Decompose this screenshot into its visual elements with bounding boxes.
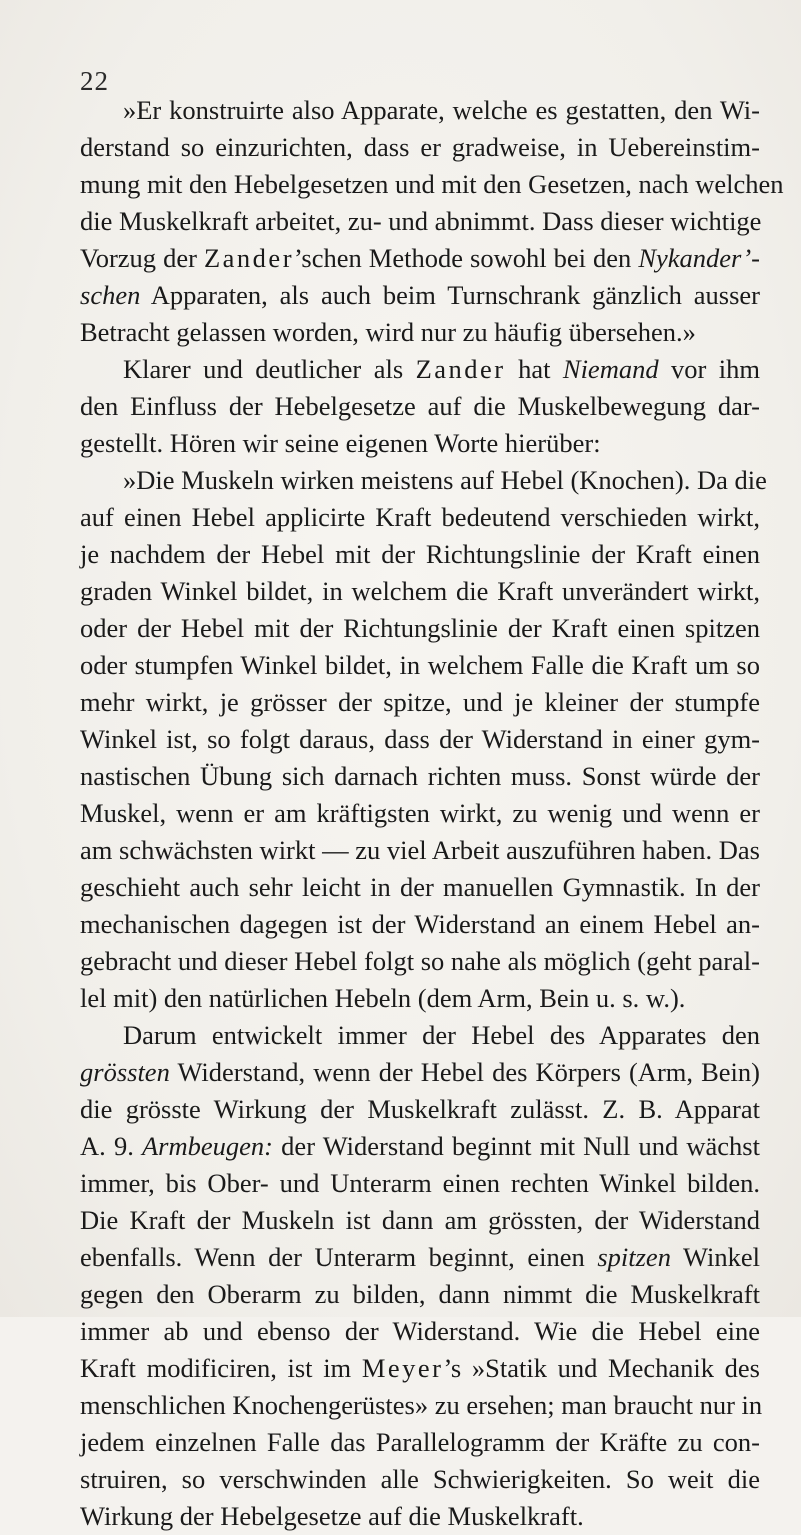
text-segment: die grösste Wirkung der Muskelkraft zulässt. Z. B. Apparat <box>80 1094 760 1124</box>
text-line <box>80 610 760 647</box>
text-segment: am schwächsten wirkt — zu viel Arbeit auszuführen haben. Das <box>80 835 760 865</box>
text-line <box>80 1128 760 1165</box>
text-segment: geschieht auch sehr leicht in der manuellen Gymnastik. In der <box>80 872 760 902</box>
text-segment: Apparaten, als auch beim Turnschrank gänzlich ausser <box>140 280 760 310</box>
text-line <box>80 906 760 943</box>
text-segment: jedem einzelnen Falle das Parallelogramm der Kräfte zu con- <box>80 1427 760 1457</box>
text-segment: die Muskelkraft arbeitet, zu- und abnimmt. Dass dieser wichtige <box>80 206 762 236</box>
text-segment: Winkel ist, so folgt daraus, dass der Widerstand in einer gym- <box>80 724 760 754</box>
text-line <box>80 1165 760 1202</box>
text-segment: den Einfluss der Hebelgesetze auf die Muskelbewegung dar- <box>80 391 760 421</box>
text-line <box>80 1239 760 1276</box>
text-segment: gebracht und dieser Hebel folgt so nahe als möglich (geht paral- <box>80 946 760 976</box>
text-segment: Winkel <box>670 1242 760 1272</box>
text-line <box>80 1461 760 1498</box>
text-line <box>80 240 760 277</box>
text-segment: immer ab und ebenso der Widerstand. Wie die Hebel eine <box>80 1316 760 1346</box>
text-segment: ebenfalls. Wenn der Unterarm beginnt, einen <box>80 1242 598 1272</box>
text-segment: oder der Hebel mit der Richtungslinie der Kraft einen spitzen <box>80 613 760 643</box>
text-line <box>80 647 760 684</box>
text-line <box>80 166 784 203</box>
text-line <box>80 314 760 351</box>
text-line <box>80 1276 760 1313</box>
text-segment: Kraft modificiren, ist im <box>80 1353 362 1383</box>
spaced-name: Zander <box>203 243 295 273</box>
text-line <box>80 758 760 795</box>
text-segment: hat <box>505 354 563 384</box>
text-segment: gegen den Oberarm zu bilden, dann nimmt die Muskelkraft <box>80 1279 760 1309</box>
italic-text: schen <box>80 280 141 310</box>
text-segment: derstand so einzurichten, dass er gradweise, in Uebereinstim- <box>80 132 760 162</box>
text-segment: immer, bis Ober- und Unterarm einen rechten Winkel bilden. <box>80 1168 760 1198</box>
text-line <box>80 277 760 314</box>
spaced-name: Zander <box>415 354 506 384</box>
italic-text: spitzen <box>597 1242 671 1272</box>
text-segment: graden Winkel bildet, in welchem die Kraft unverändert wirkt, <box>80 576 760 606</box>
text-segment: lel mit) den natürlichen Hebeln (dem Arm, Bein u. s. w.). <box>80 983 686 1013</box>
text-line <box>80 536 760 573</box>
text-segment: »Er konstruirte also Apparate, welche es gestatten, den Wi- <box>123 95 760 125</box>
text-segment: mechanischen dagegen ist der Widerstand an einem Hebel an- <box>80 909 760 939</box>
text-line <box>80 1091 760 1128</box>
text-segment: nastischen Übung sich darnach richten muss. Sonst würde der <box>80 761 760 791</box>
text-line <box>80 351 760 388</box>
text-segment: auf einen Hebel applicirte Kraft bedeutend verschieden wirkt, <box>80 502 760 532</box>
spaced-name: Meyer <box>361 1353 444 1383</box>
text-line <box>80 980 760 1017</box>
text-line <box>80 1054 760 1091</box>
text-segment: ’s »Statik und Mechanik des <box>443 1353 760 1383</box>
text-line <box>80 684 760 721</box>
text-line <box>80 92 760 129</box>
text-line <box>80 129 760 166</box>
text-segment: Widerstand, wenn der Hebel des Körpers (Arm, Bein) <box>169 1057 760 1087</box>
text-line <box>80 1350 760 1387</box>
text-line <box>80 1424 760 1461</box>
body-text <box>80 92 784 1535</box>
text-line <box>80 462 767 499</box>
text-segment: Wirkung der Hebelgesetze auf die Muskelkraft. <box>80 1501 584 1531</box>
text-line <box>80 425 760 462</box>
text-line <box>80 573 760 610</box>
text-segment: oder stumpfen Winkel bildet, in welchem Falle die Kraft um so <box>80 650 760 680</box>
text-line <box>80 1498 760 1535</box>
text-line <box>80 499 760 536</box>
text-segment: struiren, so verschwinden alle Schwierigkeiten. So weit die <box>80 1464 760 1494</box>
italic-text: Armbeugen: <box>142 1131 273 1161</box>
text-segment: der Widerstand beginnt mit Null und wächst <box>273 1131 760 1161</box>
text-segment: vor ihm <box>658 354 761 384</box>
text-line <box>80 1387 763 1424</box>
text-line <box>80 943 760 980</box>
text-segment: Klarer und deutlicher als <box>123 354 416 384</box>
text-line <box>80 721 760 758</box>
text-segment: gestellt. Hören wir seine eigenen Worte hierüber: <box>80 428 601 458</box>
text-segment: Darum entwickelt immer der Hebel des Apparates den <box>123 1020 760 1050</box>
italic-text: Niemand <box>562 354 659 384</box>
page-number: 22 <box>80 66 109 96</box>
text-segment: Muskel, wenn er am kräftigsten wirkt, zu wenig und wenn er <box>80 798 760 828</box>
text-segment: je nachdem der Hebel mit der Richtungslinie der Kraft einen <box>80 539 760 569</box>
text-line <box>80 795 760 832</box>
text-segment: Betracht gelassen worden, wird nur zu häufig übersehen.» <box>80 317 696 347</box>
text-segment: Die Kraft der Muskeln ist dann am grössten, der Widerstand <box>80 1205 760 1235</box>
text-line <box>80 203 760 240</box>
text-segment: A. 9. <box>80 1131 142 1161</box>
text-line <box>80 869 760 906</box>
text-segment: mung mit den Hebelgesetzen und mit den Gesetzen, nach welchen <box>80 169 784 199</box>
italic-text: Nykander’- <box>638 243 760 273</box>
text-line <box>80 1017 760 1054</box>
text-line <box>80 832 760 869</box>
text-line <box>80 388 760 425</box>
text-segment: menschlichen Knochengerüstes» zu ersehen; man braucht nur in <box>80 1390 763 1420</box>
text-segment: mehr wirkt, je grösser der spitze, und je kleiner der stumpfe <box>80 687 760 717</box>
text-segment: ’schen Methode sowohl bei den <box>294 243 639 273</box>
text-segment: »Die Muskeln wirken meistens auf Hebel (Knochen). Da die <box>123 465 767 495</box>
text-line <box>80 1313 760 1350</box>
italic-text: grössten <box>80 1057 170 1087</box>
text-line <box>80 1202 760 1239</box>
text-segment: Vorzug der <box>80 243 204 273</box>
